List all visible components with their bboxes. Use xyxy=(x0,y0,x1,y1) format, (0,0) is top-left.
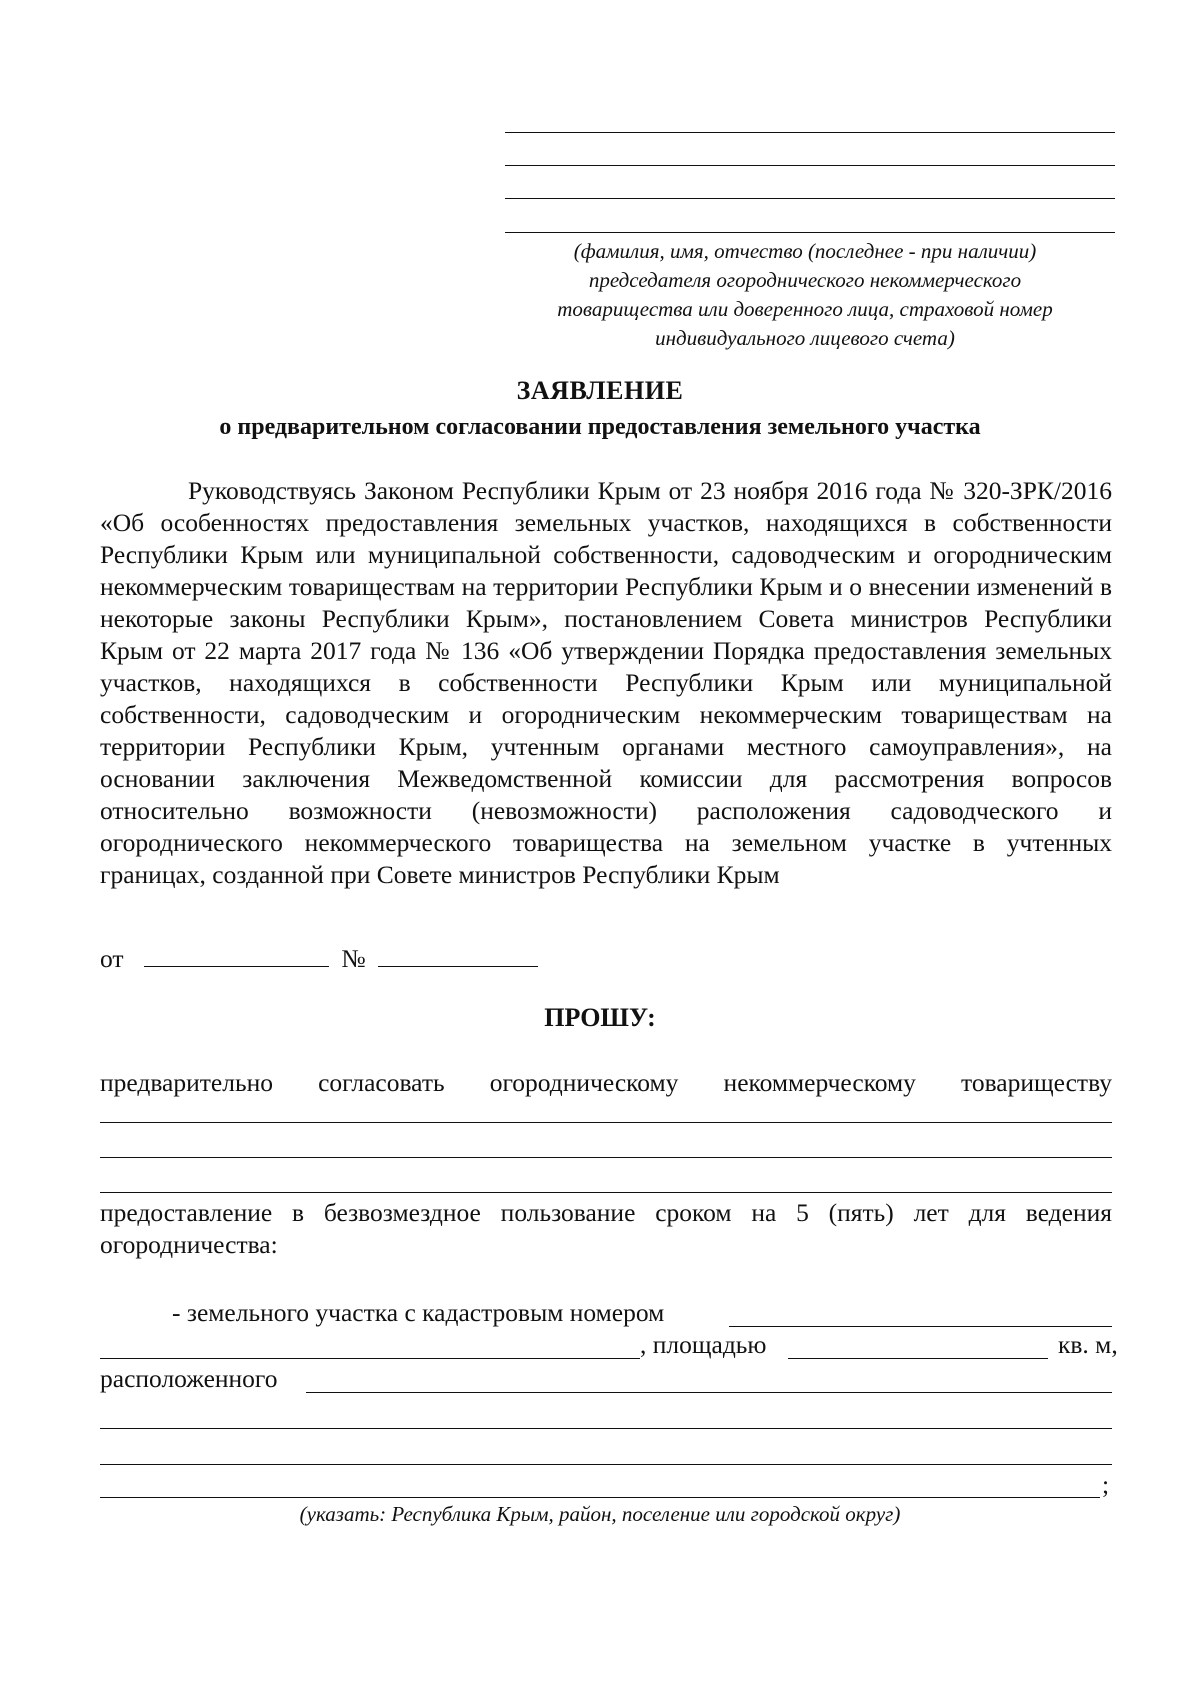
request-word: предварительно xyxy=(100,1068,273,1097)
caption-line: индивидуального лицевого счета) xyxy=(655,326,955,350)
location-field-4[interactable] xyxy=(100,1497,1100,1498)
applicant-line-4[interactable] xyxy=(505,232,1115,233)
request-word: огородническому xyxy=(489,1068,679,1097)
request-word: согласовать xyxy=(318,1068,445,1097)
provision-word: в xyxy=(291,1198,305,1227)
applicant-line-3[interactable] xyxy=(505,198,1115,199)
provision-word: на xyxy=(751,1198,777,1227)
date-number-line xyxy=(100,942,538,974)
partnership-line-1[interactable] xyxy=(100,1122,1112,1123)
partnership-line-2[interactable] xyxy=(100,1157,1112,1158)
area-unit: кв. м, xyxy=(1058,1330,1118,1359)
provision-word: лет xyxy=(913,1198,949,1227)
provision-word: предоставление xyxy=(100,1198,273,1227)
cadastral-label: - земельного участка с кадастровым номером xyxy=(172,1298,665,1327)
provision-word: пользование xyxy=(500,1198,636,1227)
provision-word: 5 xyxy=(796,1198,809,1227)
area-field[interactable] xyxy=(788,1358,1048,1359)
location-label: расположенного xyxy=(100,1364,278,1393)
applicant-line-1[interactable] xyxy=(505,132,1115,133)
number-field[interactable] xyxy=(378,942,538,967)
location-footnote: (указать: Республика Крым, район, поселение или городской округ) xyxy=(299,1502,901,1526)
applicant-line-2[interactable] xyxy=(505,165,1115,166)
request-line xyxy=(100,1068,1112,1098)
from-label: от xyxy=(100,944,124,973)
area-label: , площадью xyxy=(640,1330,767,1359)
date-field[interactable] xyxy=(144,942,329,967)
provision-word: (пять) xyxy=(828,1198,894,1227)
request-heading: ПРОШУ: xyxy=(544,1003,656,1032)
provision-line-2: огородничества: xyxy=(100,1230,278,1259)
body-text xyxy=(100,475,1112,891)
location-field-3[interactable] xyxy=(100,1464,1112,1465)
end-mark: ; xyxy=(1102,1470,1110,1499)
cadastral-continued-field[interactable] xyxy=(100,1358,640,1359)
provision-word: ведения xyxy=(1025,1198,1112,1227)
location-field-1[interactable] xyxy=(306,1392,1112,1393)
document-title: ЗАЯВЛЕНИЕ xyxy=(516,376,684,405)
caption-line: товарищества или доверенного лица, страховой номер xyxy=(557,297,1053,321)
provision-word: сроком xyxy=(655,1198,732,1227)
request-word: товариществу xyxy=(961,1068,1112,1097)
number-label: № xyxy=(341,944,366,973)
partnership-line-3[interactable] xyxy=(100,1192,1112,1193)
document-subtitle: о предварительном согласовании предоставления земельного участка xyxy=(219,414,981,440)
provision-word: безвозмездное xyxy=(323,1198,481,1227)
cadastral-number-field[interactable] xyxy=(729,1326,1112,1327)
provision-word: для xyxy=(968,1198,1006,1227)
provision-line xyxy=(100,1198,1112,1228)
caption-line: (фамилия, имя, отчество (последнее - при наличии) xyxy=(573,239,1037,263)
body-paragraph: Руководствуясь Законом Республики Крым от 23 ноября 2016 года № 320-ЗРК/2016 «Об особенностях предоставления земельных участков, находящихся в собственности Республики Крым или муниципальной собственности, садоводческим и огородническим некоммерческим товариществам на территории Республики Крым и о внесении изменений в некоторые законы Республики Крым», постановлением Совета министров Республики Крым от 22 марта 2017 года № 136 «Об утверждении Порядка предоставления земельных участков, находящихся в собственности Республики Крым или муниципальной собственности, садоводческим и огородническим некоммерческим товариществам на территории Республики Крым, учтенным органами местного самоуправления», на основании заключения Межведомственной комиссии для рассмотрения вопросов относительно возможности (невозможности) расположения садоводческого и огороднического некоммерческого товарищества на земельном участке в учтенных границах, созданной при Совете министров Республики Крым xyxy=(100,476,1112,889)
caption-line: председателя огороднического некоммерческого xyxy=(588,268,1022,292)
applicant-caption xyxy=(505,237,1105,353)
request-word: некоммерческому xyxy=(723,1068,916,1097)
location-field-2[interactable] xyxy=(100,1428,1112,1429)
